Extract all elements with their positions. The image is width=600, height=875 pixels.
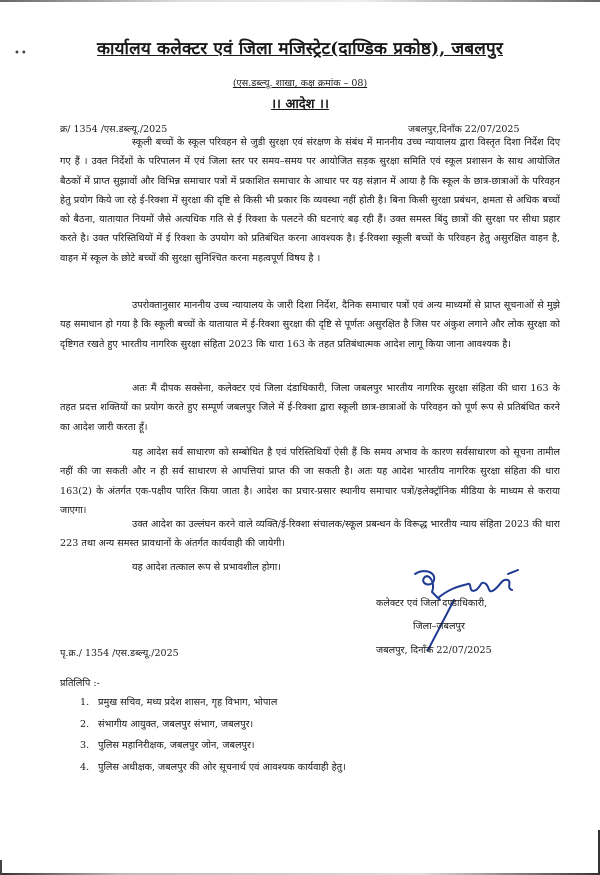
copy-to-label: प्रतिलिपि :- [60,678,100,689]
paragraph-5 [60,515,560,554]
signature-strokes [415,570,518,650]
paragraph-4 [60,443,560,520]
branch-subtitle: (एस.डब्ल्यू. शाखा, कक्ष क्रमांक – 08) [232,78,368,89]
recipient-text: पुलिस अधीक्षक, जबलपुर की ओर सूचनार्थ एवं आवश्यक कार्यवाही हेतु। [98,761,346,773]
list-item [80,757,346,779]
scan-edge-left [0,860,2,875]
scan-speck: •• [14,48,28,59]
office-title: कार्यालय कलेक्टर एवं जिला मजिस्ट्रेट(दाण्डिक प्रकोष्ठ), जबलपुर [97,39,503,59]
paragraph-2 [60,296,560,354]
signatory-district: जिला–जबलपुर [413,621,465,632]
list-number: 2. [80,718,90,730]
recipient-text: पुलिस महानिरीक्षक, जबलपुर जोन, जबलपुर। [98,740,255,751]
paragraph-text: उपरोक्तानुसार माननीय उच्च न्यायालय के जारी दिशा निर्देश, दैनिक समाचार पत्रों एवं अन्य माध्यमों से प्राप्त सूचनाओं से मुझे यह समाधान हो गया है कि स्कूली बच्चों के यातायात में ई-रिक्शा सुरक्षा की दृष्टि से पूर्णतः असुरक्षित है जिस पर अंकुश लगाने और लोक सुरक्षा को दृष्टिगत रखते हुए भारतीय नागरिक सुरक्षा संहिता 2023 कि धारा 163 के तहत प्रतिबंधात्मक आदेश लागू किया जाना आवश्यक है। [60,300,560,350]
paragraph-text: यह आदेश सर्व साधारण को सम्बोधित है एवं परिस्तिथियाँ ऐसी हैं कि समय अभाव के कारण सर्वसाधारण को सूचना तामील नहीं की जा सकती और न ही सर्व साधारण से आपत्तियां प्राप्त की जा सकती है। अतः यह आदेश भारतीय नागरिक सुरक्षा संहिता की धारा 163(2) के अंतर्गत एक-पक्षीय पारित किया जाता है। आदेश का प्रचार-प्रसार स्थानीय समाचार पत्रों/इलेक्ट्रॉनिक मीडिया के माध्यम से कराया जाएगा। [60,447,560,516]
list-item [80,714,346,736]
paragraph-1 [60,133,560,268]
copy-recipients-list [80,692,346,778]
scan-edge-top [0,0,600,2]
paragraph-text: अतः मैं दीपक सक्सेना, कलेक्टर एवं जिला दंडाधिकारी, जिला जबलपुर भारतीय नागरिक सुरक्षा संहिता की धारा 163 के तहत प्रदत्त शक्तियों का प्रयोग करते हुए सम्पूर्ण जबलपुर जिले में ई-रिक्शा द्वारा स्कूली छात्र-छात्राओं के परिवहन को पूर्ण रूप से प्रतिबंधित करने का आदेश जारी करता हूँ। [60,383,560,433]
recipient-text: प्रमुख सचिव, मध्य प्रदेश शासन, गृह विभाग, भोपाल [98,697,278,708]
list-number: 4. [80,761,90,773]
copy-reference-number: पृ.क्र./ 1354 /एस.डब्ल्यू./2025 [60,648,179,659]
order-date: जबलपुर,दिनॉंक 22/07/2025 [408,124,520,135]
paragraph-text: यह आदेश तत्काल रूप से प्रभावशील होगा। [132,562,281,573]
list-item [80,735,346,757]
reference-number: क्र/ 1354 /एस.डब्ल्यू./2025 [60,124,168,135]
list-number: 1. [80,697,90,708]
paragraph-3 [60,379,560,437]
order-heading: ।। आदेश ।। [271,97,329,112]
list-item [80,692,346,714]
list-number: 3. [80,740,90,751]
recipient-text: संभागीय आयुक्त, जबलपुर संभाग, जबलपुर। [98,718,254,730]
paragraph-text: उक्त आदेश का उल्लंघन करने वाले व्यक्ति/ई-रिक्शा संचालक/स्कूल प्रबन्धन के विरूद्ध भारतीय न्याय संहिता 2023 की धारा 223 तथा अन्य समस्त प्रावधानों के अंतर्गत कार्यवाही की जायेगी। [60,519,560,550]
signature-date: जबलपुर, दिनॉंक 22/07/2025 [376,645,492,656]
paragraph-text: स्कूली बच्चों के स्कूल परिवहन से जुडी सुरक्षा एवं संरक्षण के संबंध में माननीय उच्च न्यायालय द्वारा विस्तृत दिशा निर्देश दिए गए हैं । उक्त निर्देशों के परिपालन में एवं जिला स्तर पर समय–समय पर आयोजित सड़क सुरक्षा समिति एवं स्कूल प्रशासन के साथ आयोजित बैठकों में प्राप्त सुझावों और विभिन्न समाचार पत्रों में प्रकाशित समाचार के आधार पर यह संज्ञान में आया है कि स्कूल के छात्र-छात्राओं के परिवहन हेतु प्रयोग किये जा रहे ई-रिक्शा में सुरक्षा की दृष्टि से किसी भी प्रकार कि व्यवस्था नहीं होती है। बिना किसी सुरक्षा प्रबंधन, क्षमता से अधिक बच्चों को बैठना, यातायात नियमों जैसे अत्यधिक गति से ई रिक्शा के पलटने की घटनाएं बढ़ रही हैं। उक्त समस्त बिंदु छात्रों की सुरक्षा पर सीधा प्रहार करते है। उक्त परिस्तिथियों में ई रिक्शा के उपयोग को प्रतिबंधित करना आवश्यक है। ई-रिक्शा स्कूली बच्चों के परिवहन हेतु असुरक्षित वाहन है, वाहन में स्कूल के छोटे बच्चों की सुरक्षा सुनिश्चित करना महत्वपूर्ण विषय है । [60,137,560,264]
signatory-designation: कलेक्टर एवं जिला दण्डाधिकारी, [376,598,488,609]
